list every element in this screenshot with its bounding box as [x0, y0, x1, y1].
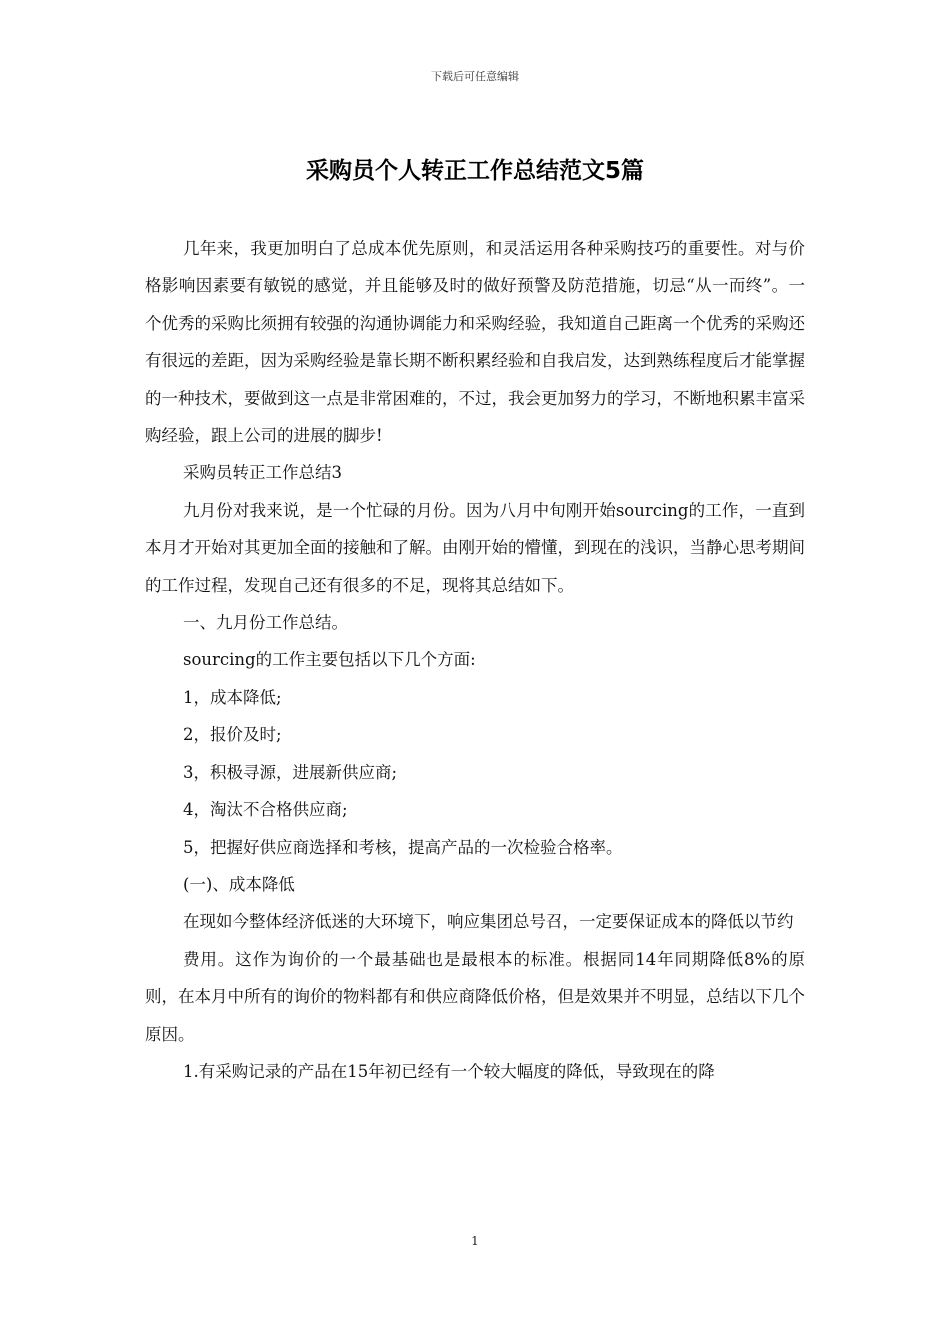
paragraph: 2，报价及时; [183, 725, 282, 745]
document-title: 采购员个人转正工作总结范文5篇 [305, 158, 644, 184]
paragraph: 在现如今整体经济低迷的大环境下，响应集团总号召，一定要保证成本的降低以节约 [183, 912, 794, 932]
paragraph: 4，淘汰不合格供应商; [183, 800, 348, 820]
paragraph: 几年来，我更加明白了总成本优先原则，和灵活运用各种采购技巧的重要性。对与价格影响因素要有敏锐的感觉，并且能够及时的做好预警及防范措施，切忌“从一而终”。一个优秀的采购比须拥有较强的沟通协调能力和采购经验，我知道自己距离一个优秀的采购还有很远的差距，因为采购经验是靠长期不断积累经验和自我启发，达到熟练程度后才能掌握的一种技术，要做到这一点是非常困难的，不过，我会更加努力的学习，不断地积累丰富采购经验，跟上公司的进展的脚步! [145, 239, 805, 446]
paragraph: 5，把握好供应商选择和考核，提高产品的一次检验合格率。 [183, 837, 623, 857]
paragraph: 1.有采购记录的产品在15年初已经有一个较大幅度的降低，导致现在的降 [183, 1061, 715, 1081]
paragraph: 1，成本降低; [183, 687, 282, 707]
header-note: 下载后可任意编辑 [431, 70, 519, 83]
paragraph: sourcing的工作主要包括以下几个方面: [183, 650, 476, 670]
paragraph: 九月份对我来说，是一个忙碌的月份。因为八月中旬刚开始sourcing的工作，一直到本月才开始对其更加全面的接触和了解。由刚开始的懵懂，到现在的浅识，当静心思考期间的工作过程，发现自己还有很多的不足，现将其总结如下。 [145, 500, 805, 595]
paragraph: 3，积极寻源，进展新供应商; [183, 762, 398, 782]
paragraph: (一)、成本降低 [183, 874, 295, 894]
page-number: 1 [471, 1234, 479, 1248]
paragraph: 采购员转正工作总结3 [183, 463, 342, 483]
paragraph: 费用。这作为询价的一个最基础也是最根本的标准。根据同14年同期降低8%的原则，在本月中所有的询价的物料都有和供应商降低价格，但是效果并不明显，总结以下几个原因。 [145, 949, 805, 1044]
paragraph: 一、九月份工作总结。 [183, 613, 348, 633]
document-body [145, 230, 805, 1090]
